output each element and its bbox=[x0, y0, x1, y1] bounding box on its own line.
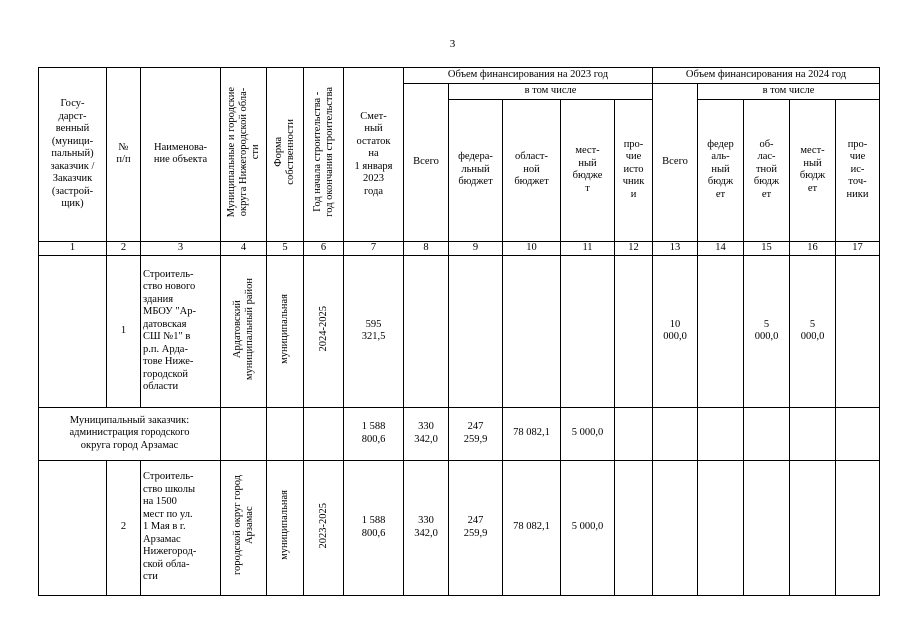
local-2024 bbox=[790, 460, 836, 595]
financing-table bbox=[38, 67, 880, 596]
local-2024 bbox=[790, 407, 836, 460]
column-number: 5 bbox=[267, 241, 304, 255]
column-number: 9 bbox=[449, 241, 503, 255]
regional-2024 bbox=[744, 407, 790, 460]
table-row bbox=[39, 460, 880, 595]
header-object-name: Наименова- ние объекта bbox=[141, 68, 221, 242]
header-fin-2023: Объем финансирования на 2023 год bbox=[404, 68, 653, 84]
header-num: № п/п bbox=[107, 68, 141, 242]
years-cell bbox=[304, 407, 344, 460]
local-2023: 5 000,0 bbox=[561, 407, 615, 460]
column-numbers-row bbox=[39, 241, 880, 255]
federal-2024 bbox=[698, 255, 744, 407]
column-number: 16 bbox=[790, 241, 836, 255]
total-2024 bbox=[653, 407, 698, 460]
years-cell bbox=[304, 255, 344, 407]
years-cell bbox=[304, 460, 344, 595]
total-2023 bbox=[404, 255, 449, 407]
federal-2024 bbox=[698, 460, 744, 595]
ownership-cell bbox=[267, 407, 304, 460]
header-ownership: Форма собственности bbox=[273, 119, 296, 185]
column-number: 2 bbox=[107, 241, 141, 255]
regional-2023: 78 082,1 bbox=[503, 460, 561, 595]
other-2024 bbox=[836, 460, 880, 595]
other-2024 bbox=[836, 407, 880, 460]
column-number: 10 bbox=[503, 241, 561, 255]
federal-2023: 247 259,9 bbox=[449, 460, 503, 595]
local-2024: 5 000,0 bbox=[790, 255, 836, 407]
regional-2024 bbox=[744, 460, 790, 595]
header-regional-2024: об- лас- тной бюдж ет bbox=[744, 99, 790, 241]
total-2023: 330 342,0 bbox=[404, 460, 449, 595]
header-total-2024: Всего bbox=[653, 84, 698, 242]
total-2024 bbox=[653, 460, 698, 595]
header-local-2024: мест- ный бюдж ет bbox=[790, 99, 836, 241]
row-number: 1 bbox=[107, 255, 141, 407]
customer-cell-empty bbox=[39, 255, 107, 407]
column-number: 1 bbox=[39, 241, 107, 255]
row-number: 2 bbox=[107, 460, 141, 595]
header-other-2023: про- чие исто чник и bbox=[615, 99, 653, 241]
estimate-balance: 1 588 800,6 bbox=[344, 407, 404, 460]
other-2024 bbox=[836, 255, 880, 407]
column-number: 4 bbox=[221, 241, 267, 255]
municipality-cell bbox=[221, 255, 267, 407]
customer-row bbox=[39, 407, 880, 460]
header-customer: Госу- дарст- венный (муници- пальный) заказчик / Заказчик (застрой- щик) bbox=[39, 68, 107, 242]
object-name: Строитель- ство школы на 1500 мест по ул. 1 Мая в г. Арзамас Нижегород- ской обла- сти bbox=[141, 460, 221, 595]
header-regional-2023: област- ной бюджет bbox=[503, 99, 561, 241]
header-fin-2024: Объем финансирования на 2024 год bbox=[653, 68, 880, 84]
header-ownership-cell bbox=[267, 68, 304, 242]
header-including-2023: в том числе bbox=[449, 84, 653, 100]
column-number: 12 bbox=[615, 241, 653, 255]
ownership-cell bbox=[267, 460, 304, 595]
construction-years: 2023-2025 bbox=[317, 502, 329, 548]
header-years-cell bbox=[304, 68, 344, 242]
other-2023 bbox=[615, 407, 653, 460]
object-name: Строитель- ство нового здания МБОУ "Ар- датовская СШ №1" в р.п. Арда- тове Ниже- городской области bbox=[141, 255, 221, 407]
ownership-cell bbox=[267, 255, 304, 407]
header-including-2024: в том числе bbox=[698, 84, 880, 100]
column-number: 8 bbox=[404, 241, 449, 255]
ownership: муниципальная bbox=[279, 293, 290, 364]
estimate-balance: 595 321,5 bbox=[344, 255, 404, 407]
header-total-2023: Всего bbox=[404, 84, 449, 242]
customer-cell-empty bbox=[39, 460, 107, 595]
table-row bbox=[39, 255, 880, 407]
header-federal-2023: федера- льный бюджет bbox=[449, 99, 503, 241]
other-2023 bbox=[615, 460, 653, 595]
local-2023: 5 000,0 bbox=[561, 460, 615, 595]
federal-2024 bbox=[698, 407, 744, 460]
column-number: 14 bbox=[698, 241, 744, 255]
municipality-cell bbox=[221, 407, 267, 460]
column-number: 6 bbox=[304, 241, 344, 255]
municipal-customer: Муниципальный заказчик: администрация городского округа город Арзамас bbox=[39, 407, 221, 460]
municipality-cell bbox=[221, 460, 267, 595]
construction-years: 2024-2025 bbox=[317, 306, 329, 352]
header-estimate: Смет- ный остаток на 1 января 2023 года bbox=[344, 68, 404, 242]
other-2023 bbox=[615, 255, 653, 407]
header-federal-2024: федер аль- ный бюдж ет bbox=[698, 99, 744, 241]
ownership: муниципальная bbox=[279, 490, 290, 561]
regional-2023 bbox=[503, 255, 561, 407]
regional-2023: 78 082,1 bbox=[503, 407, 561, 460]
column-number: 13 bbox=[653, 241, 698, 255]
total-2024: 10 000,0 bbox=[653, 255, 698, 407]
column-number: 11 bbox=[561, 241, 615, 255]
header-municipality-cell bbox=[221, 68, 267, 242]
header-other-2024: про- чие ис- точ- ники bbox=[836, 99, 880, 241]
header-municipality: Муниципальные и городские округа Нижегородской обла- сти bbox=[225, 86, 261, 218]
column-number: 7 bbox=[344, 241, 404, 255]
local-2023 bbox=[561, 255, 615, 407]
regional-2024: 5 000,0 bbox=[744, 255, 790, 407]
federal-2023: 247 259,9 bbox=[449, 407, 503, 460]
header-local-2023: мест- ный бюдже т bbox=[561, 99, 615, 241]
header-years: Год начала строительства - год окончания строительства bbox=[311, 87, 335, 217]
page-number: 3 bbox=[449, 38, 456, 50]
column-number: 3 bbox=[141, 241, 221, 255]
column-number: 17 bbox=[836, 241, 880, 255]
municipality: городской округ город Арзамас bbox=[231, 475, 255, 576]
federal-2023 bbox=[449, 255, 503, 407]
municipality: Ардатовский муниципальный район bbox=[231, 277, 255, 380]
column-number: 15 bbox=[744, 241, 790, 255]
total-2023: 330 342,0 bbox=[404, 407, 449, 460]
estimate-balance: 1 588 800,6 bbox=[344, 460, 404, 595]
